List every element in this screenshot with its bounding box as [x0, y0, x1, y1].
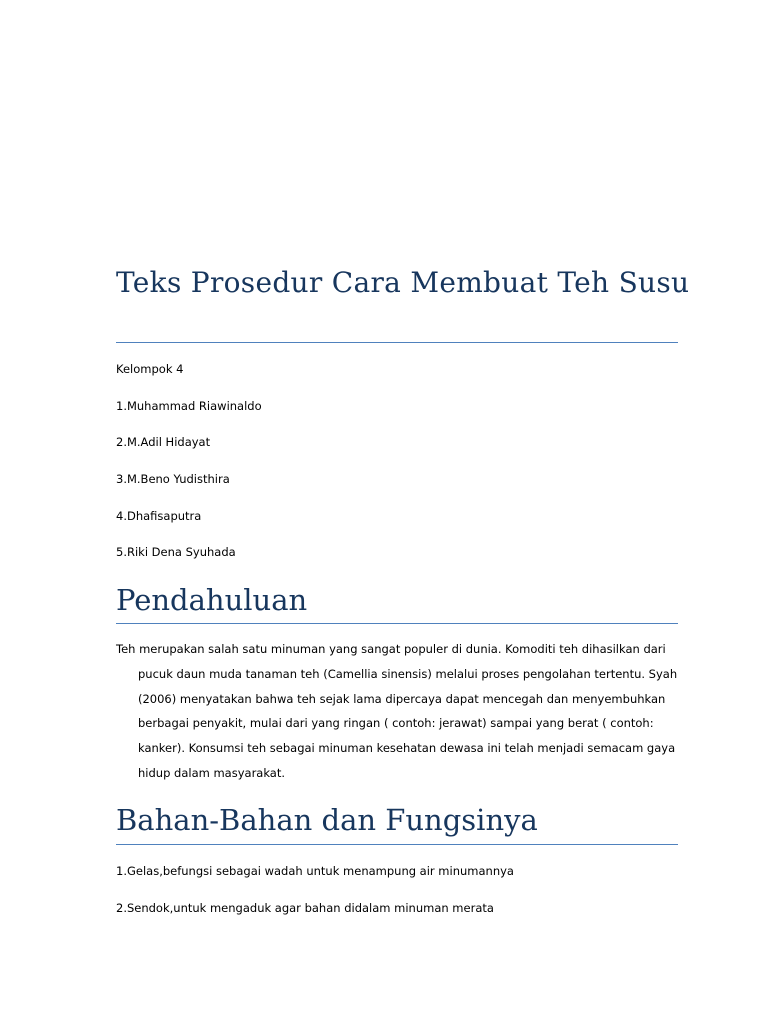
document-title: Teks Prosedur Cara Membuat Teh Susu [116, 266, 690, 299]
title-divider [116, 342, 678, 343]
group-label: Kelompok 4 [116, 362, 184, 376]
intro-divider [116, 623, 678, 624]
member-item: 1.Muhammad Riawinaldo [116, 399, 262, 413]
member-item: 4.Dhafisaputra [116, 509, 202, 523]
material-item: 2.Sendok,untuk mengaduk agar bahan didalam minuman merata [116, 901, 494, 915]
member-item: 5.Riki Dena Syuhada [116, 545, 236, 559]
intro-heading: Pendahuluan [116, 583, 308, 617]
materials-heading: Bahan-Bahan dan Fungsinya [116, 803, 538, 837]
material-item: 1.Gelas,befungsi sebagai wadah untuk menampung air minumannya [116, 864, 514, 878]
materials-divider [116, 844, 678, 845]
member-item: 3.M.Beno Yudisthira [116, 472, 230, 486]
member-item: 2.M.Adil Hidayat [116, 435, 211, 449]
intro-paragraph: Teh merupakan salah satu minuman yang sangat populer di dunia. Komoditi teh dihasilkan dari pucuk daun muda tanaman teh (Camellia sinensis) melalui proses pengolahan tertentu. Syah (2006) menyatakan bahwa teh sejak lama dipercaya dapat mencegah dan menyembuhkan berbagai penyakit, mulai dari yang ringan ( contoh: jerawat) sampai yang berat ( contoh: kanker). Konsumsi teh sebagai minuman kesehatan dewasa ini telah menjadi semacam gaya hidup dalam masyarakat. [116, 642, 678, 780]
